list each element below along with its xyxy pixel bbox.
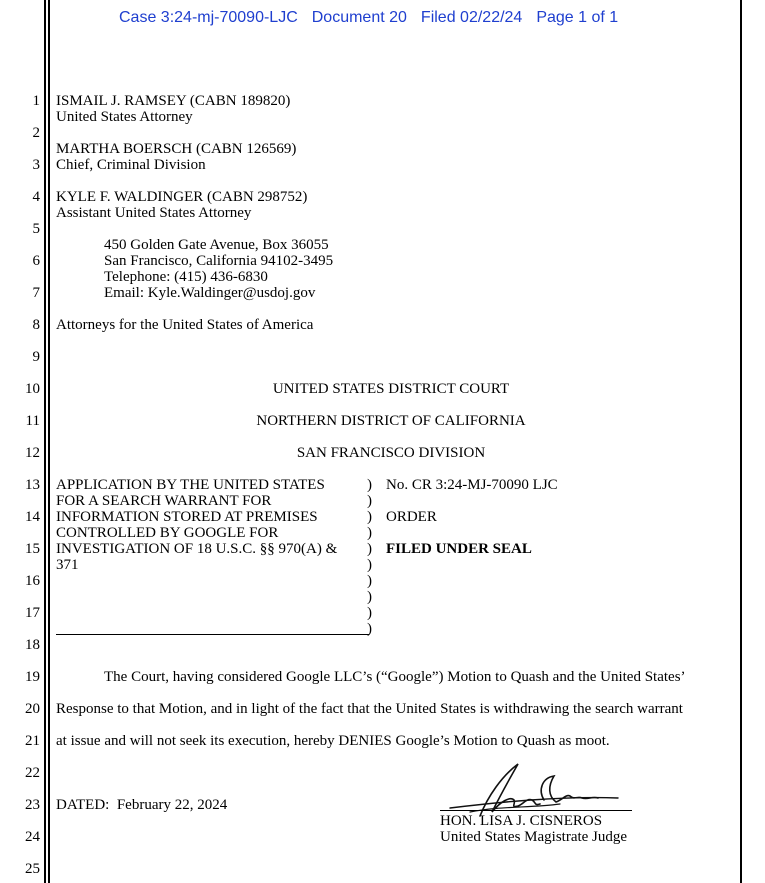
left-margin-rule-outer <box>44 0 46 883</box>
line-number: 11 <box>25 413 40 429</box>
phone-line: Telephone: (415) 436-6830 <box>104 269 268 285</box>
line-number: 7 <box>32 285 40 301</box>
line-number: 12 <box>25 445 40 461</box>
case-number: Case 3:24-mj-70090-LJC <box>119 9 298 26</box>
caption-line: CONTROLLED BY GOOGLE FOR <box>56 525 279 541</box>
line-number: 14 <box>25 509 40 525</box>
caption-paren: ) <box>367 509 372 525</box>
counsel-line: KYLE F. WALDINGER (CABN 298752) <box>56 189 308 205</box>
counsel-line: ISMAIL J. RAMSEY (CABN 189820) <box>56 93 291 109</box>
line-number: 1 <box>32 93 40 109</box>
caption-underline <box>56 634 369 635</box>
filed-under-seal: FILED UNDER SEAL <box>386 541 532 557</box>
signature-line <box>440 810 632 811</box>
line-number: 19 <box>25 669 40 685</box>
caption-paren: ) <box>367 589 372 605</box>
body-line: Response to that Motion, and in light of the fact that the United States is withdrawing the search warrant <box>56 701 683 717</box>
line-number: 10 <box>25 381 40 397</box>
court-district: NORTHERN DISTRICT OF CALIFORNIA <box>256 413 526 429</box>
attorneys-for-line: Attorneys for the United States of America <box>56 317 314 333</box>
caption-line: 371 <box>56 557 79 573</box>
line-number: 4 <box>32 189 40 205</box>
case-number-caption: No. CR 3:24-MJ-70090 LJC <box>386 477 558 493</box>
line-number: 21 <box>25 733 40 749</box>
line-number: 2 <box>32 125 40 141</box>
document-number: Document 20 <box>311 9 407 26</box>
court-name: UNITED STATES DISTRICT COURT <box>272 381 510 397</box>
line-number: 25 <box>25 861 40 877</box>
email-line: Email: Kyle.Waldinger@usdoj.gov <box>104 285 316 301</box>
counsel-line: United States Attorney <box>56 109 193 125</box>
address-line: San Francisco, California 94102-3495 <box>104 253 334 269</box>
filed-date: Filed 02/22/24 <box>420 9 523 26</box>
caption-paren: ) <box>367 621 372 637</box>
caption-line: APPLICATION BY THE UNITED STATES <box>56 477 325 493</box>
address-line: 450 Golden Gate Avenue, Box 36055 <box>104 237 329 253</box>
line-number: 24 <box>25 829 40 845</box>
line-number: 23 <box>25 797 40 813</box>
body-line: The Court, having considered Google LLC’s (“Google”) Motion to Quash and the United States’ <box>104 669 686 685</box>
caption-paren: ) <box>367 573 372 589</box>
caption-line: INVESTIGATION OF 18 U.S.C. §§ 970(A) & <box>56 541 338 557</box>
document-type: ORDER <box>386 509 437 525</box>
counsel-line: Assistant United States Attorney <box>56 205 252 221</box>
page-indicator: Page 1 of 1 <box>536 9 619 26</box>
line-number: 8 <box>32 317 40 333</box>
caption-paren: ) <box>367 477 372 493</box>
body-line: at issue and will not seek its execution, hereby DENIES Google’s Motion to Quash as moot. <box>56 733 610 749</box>
court-division: SAN FRANCISCO DIVISION <box>296 445 486 461</box>
line-number: 22 <box>25 765 40 781</box>
line-number: 5 <box>32 221 40 237</box>
line-number: 17 <box>25 605 40 621</box>
line-number: 9 <box>32 349 40 365</box>
line-number: 6 <box>32 253 40 269</box>
caption-paren: ) <box>367 541 372 557</box>
caption-line: INFORMATION STORED AT PREMISES <box>56 509 318 525</box>
caption-line: FOR A SEARCH WARRANT FOR <box>56 493 272 509</box>
counsel-line: Chief, Criminal Division <box>56 157 206 173</box>
judge-name: HON. LISA J. CISNEROS <box>440 813 603 829</box>
line-number: 3 <box>32 157 40 173</box>
line-number: 18 <box>25 637 40 653</box>
judge-title: United States Magistrate Judge <box>440 829 628 845</box>
dated-line: DATED: February 22, 2024 <box>56 797 228 813</box>
caption-paren: ) <box>367 525 372 541</box>
case-header <box>119 9 632 27</box>
left-margin-rule-inner <box>48 0 50 883</box>
counsel-line: MARTHA BOERSCH (CABN 126569) <box>56 141 297 157</box>
caption-paren: ) <box>367 557 372 573</box>
right-margin-rule <box>740 0 742 883</box>
caption-paren: ) <box>367 493 372 509</box>
line-number: 16 <box>25 573 40 589</box>
caption-paren: ) <box>367 605 372 621</box>
line-number: 13 <box>25 477 40 493</box>
line-number: 20 <box>25 701 40 717</box>
line-number: 15 <box>25 541 40 557</box>
